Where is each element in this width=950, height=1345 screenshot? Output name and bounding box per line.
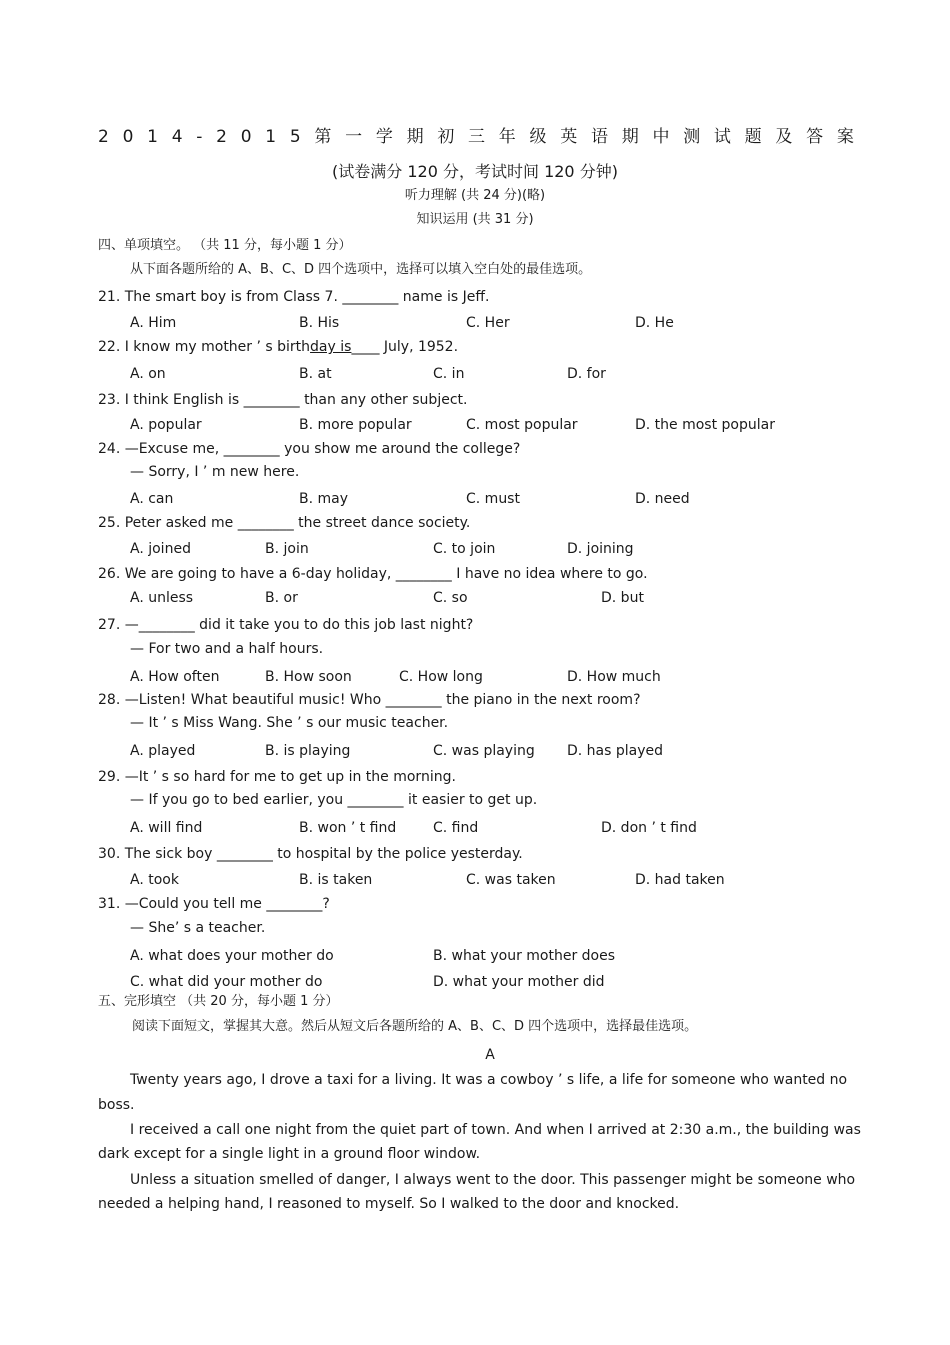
q25-option-c: C. to join [433,541,496,557]
q25-option-b: B. join [265,541,309,557]
q25-option-a: A. joined [130,541,191,557]
q29-reply: — If you go to bed earlier, you ________ it easier to get up. [130,792,538,808]
q27-option-a: A. How often [130,669,220,685]
page-title [98,128,854,146]
q23-option-a: A. popular [130,417,202,433]
title-char: 2 [98,127,109,147]
title-char: 试 [713,127,731,147]
q31-option-d: D. what your mother did [433,974,605,990]
passage-label: A [485,1047,495,1063]
q23-option-b: B. more popular [299,417,412,433]
title-char: 1 [147,127,158,147]
question-31: 31. —Could you tell me ________? [98,896,330,912]
q22-option-c: C. in [433,366,465,382]
exam-subtitle: (试卷满分 120 分，考试时间 120 分钟) [332,162,618,181]
title-char: 5 [289,127,301,147]
q28-option-a: A. played [130,743,196,759]
q27-reply: — For two and a half hours. [130,641,324,657]
title-char: - [196,127,203,147]
q26-option-b: B. or [265,590,298,606]
q24-option-a: A. can [130,491,174,507]
q23-option-d: D. the most popular [635,417,775,433]
title-char: 三 [468,127,486,147]
section4-heading: 四、单项填空。 （共 11 分，每小题 1 分） [98,238,352,253]
q22-stem-underlined: day is [310,339,352,355]
q26-option-a: A. unless [130,590,194,606]
title-char: 学 [375,127,393,147]
title-char: 期 [621,127,639,147]
q22-option-b: B. at [299,366,332,382]
title-char: 0 [240,127,252,147]
title-char: 题 [744,127,762,147]
q21-option-c: C. Her [466,315,510,331]
passage-line-3: I received a call one night from the quiet part of town. And when I arrived at 2:30 a.m., the building was [130,1122,861,1138]
section4-instruction: 从下面各题所给的 A、B、C、D 四个选项中，选择可以填入空白处的最佳选项。 [130,262,592,277]
passage-line-1: Twenty years ago, I drove a taxi for a living. It was a cowboy ’ s life, a life for someone who wanted no [130,1072,848,1088]
passage-line-4: dark except for a single light in a ground floor window. [98,1146,481,1162]
title-char: 测 [683,127,701,147]
q21-option-b: B. His [299,315,340,331]
title-char: 答 [806,127,824,147]
question-30: 30. The sick boy ________ to hospital by the police yesterday. [98,846,523,862]
q28-reply: — It ’ s Miss Wang. She ’ s our music teacher. [130,715,449,731]
q23-option-c: C. most popular [466,417,578,433]
knowledge-heading: 知识运用 (共 31 分) [416,212,534,227]
question-25: 25. Peter asked me ________ the street dance society. [98,515,471,531]
q30-option-d: D. had taken [635,872,725,888]
section5-heading: 五、完形填空 （共 20 分，每小题 1 分） [98,994,339,1009]
q31-option-a: A. what does your mother do [130,948,334,964]
q24-reply: — Sorry, I ’ m new here. [130,464,300,480]
q22-stem-b: ____ July, 1952. [351,339,459,355]
q31-option-b: B. what your mother does [433,948,616,964]
q21-option-d: D. He [635,315,674,331]
q27-option-b: B. How soon [265,669,352,685]
title-char: 中 [652,127,670,147]
title-char: 1 [265,127,277,147]
q24-option-b: B. may [299,491,349,507]
question-29: 29. —It ’ s so hard for me to get up in the morning. [98,769,456,785]
q24-option-c: C. must [466,491,520,507]
title-char: 及 [775,127,793,147]
question-21: 21. The smart boy is from Class 7. ________ name is Jeff. [98,289,490,305]
title-char: 年 [498,127,516,147]
q29-option-d: D. don ’ t find [601,820,697,836]
title-char: 案 [836,127,854,147]
title-char: 初 [437,127,455,147]
q26-option-d: D. but [601,590,644,606]
q29-option-b: B. won ’ t find [299,820,397,836]
q31-option-c: C. what did your mother do [130,974,323,990]
title-char: 第 [314,127,332,147]
question-23: 23. I think English is ________ than any other subject. [98,392,468,408]
title-char: 期 [406,127,424,147]
q29-option-c: C. find [433,820,479,836]
question-26: 26. We are going to have a 6-day holiday, ________ I have no idea where to go. [98,566,648,582]
q21-option-a: A. Him [130,315,177,331]
q28-option-c: C. was playing [433,743,535,759]
title-char: 级 [529,127,547,147]
q27-option-d: D. How much [567,669,661,685]
question-27: 27. —________ did it take you to do this job last night? [98,617,474,633]
section5-instruction: 阅读下面短文，掌握其大意。然后从短文后各题所给的 A、B、C、D 四个选项中，选择最佳选项。 [132,1019,698,1034]
q30-option-b: B. is taken [299,872,373,888]
question-28: 28. —Listen! What beautiful music! Who ________ the piano in the next room? [98,692,641,708]
title-char: 4 [171,127,183,147]
q28-option-d: D. has played [567,743,664,759]
q22-option-d: D. for [567,366,606,382]
q30-option-a: A. took [130,872,179,888]
q24-option-d: D. need [635,491,690,507]
q22-option-a: A. on [130,366,166,382]
passage-line-2: boss. [98,1097,135,1113]
passage-line-6: needed a helping hand, I reasoned to myself. So I walked to the door and knocked. [98,1196,680,1212]
q30-option-c: C. was taken [466,872,556,888]
q27-option-c: C. How long [399,669,483,685]
q26-option-c: C. so [433,590,468,606]
q22-stem-a: 22. I know my mother ’ s birth [98,339,311,355]
q25-option-d: D. joining [567,541,634,557]
title-char: 0 [122,127,134,147]
passage-line-5: Unless a situation smelled of danger, I always went to the door. This passenger might be someone who [130,1172,856,1188]
q31-reply: — She’ s a teacher. [130,920,266,936]
title-char: 英 [560,127,578,147]
question-24: 24. —Excuse me, ________ you show me around the college? [98,441,521,457]
listening-note: 听力理解 (共 24 分)(略) [404,188,546,203]
title-char: 语 [590,127,608,147]
q28-option-b: B. is playing [265,743,351,759]
q29-option-a: A. will find [130,820,203,836]
question-22 [98,338,458,356]
title-char: 2 [216,127,227,147]
title-char: 一 [345,127,363,147]
